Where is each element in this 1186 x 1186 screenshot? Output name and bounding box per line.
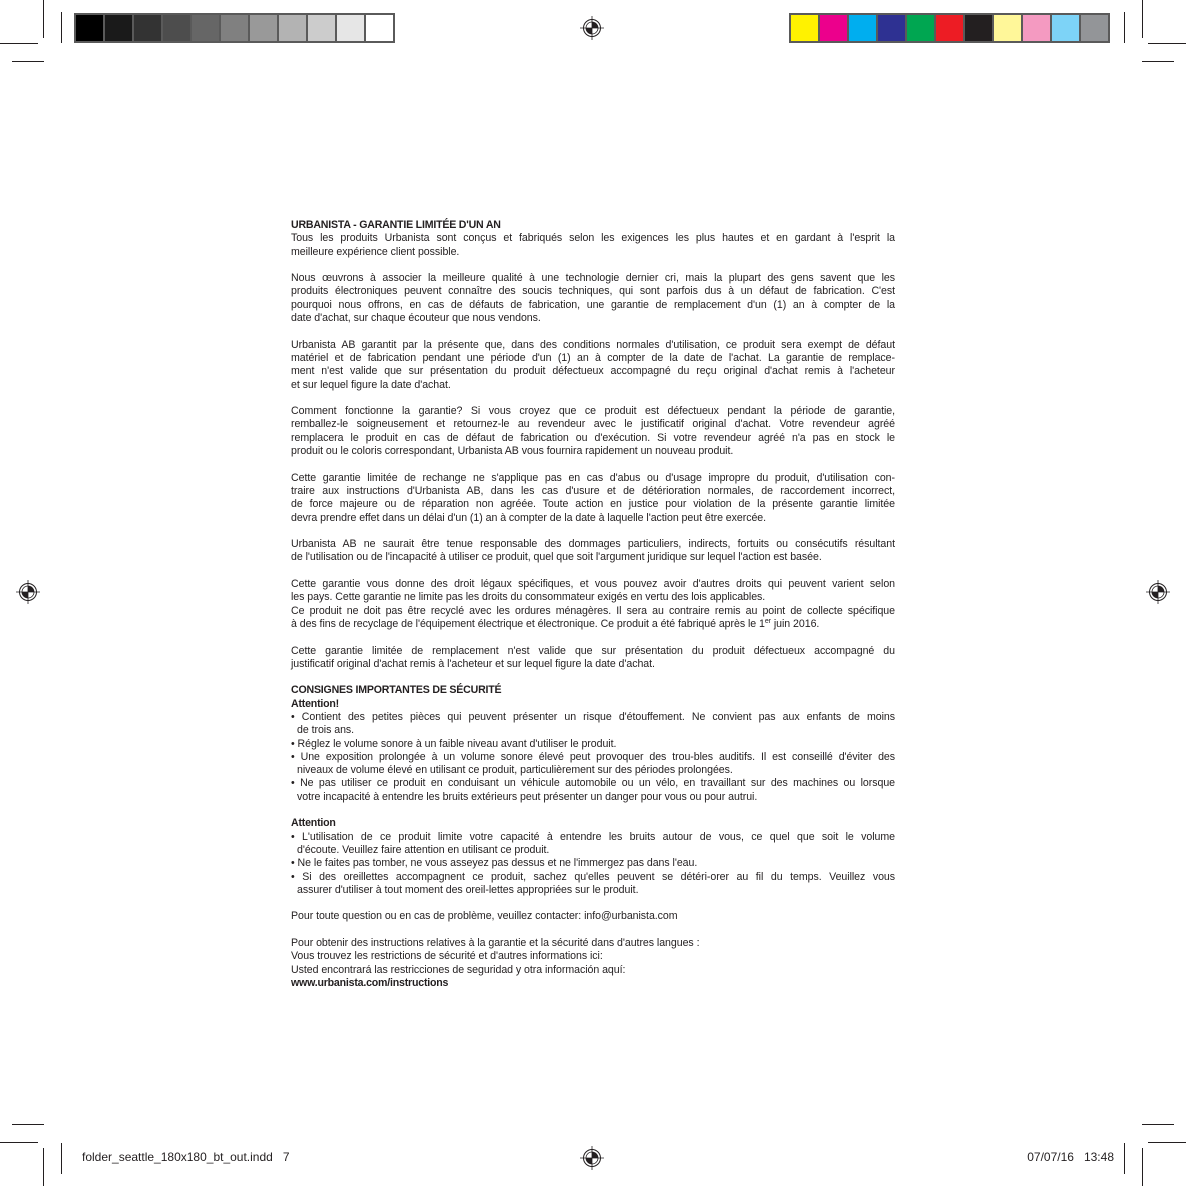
registration-mark-icon [1146,580,1170,604]
color-swatch [76,15,105,41]
text-line: assurer d'utiliser à tout moment des oreil-lettes appropriées sur le produit. [297,883,639,896]
paragraph [291,405,895,458]
text-line: produits électroniques peuvent connaître des soucis techniques, qui sont parfois dus à un défaut de fabrication. C'est [291,285,895,298]
color-swatch [994,15,1023,41]
section-heading [291,684,895,697]
color-swatch [1052,15,1081,41]
footer-datetime: 07/07/16 13:48 [1027,1150,1114,1164]
text-line: meilleure expérience client possible. [291,245,460,258]
color-swatch [878,15,907,41]
paragraph [291,578,895,605]
text-line: traire aux instructions d'Urbanista AB, dans les cas d'usure et de détérioration normales, de raccordement incorrect, [291,484,895,497]
paragraph [291,937,895,950]
spacer [291,525,895,538]
spacer [291,671,895,684]
text-line: Cette garantie vous donne des droit légaux spécifiques, et vous pouvez avoir d'autres droits qui peuvent varient selon [291,578,895,591]
text-segment: juin 2016. [770,617,820,630]
text-segment: à des fins de recyclage de l'équipement électrique et électronique. Ce produit a été fabriqué après le 1 [291,617,765,630]
text-line: • Ne pas utiliser ce produit en conduisant un véhicule automobile ou un vélo, en travaillant sur des machines ou lorsque [291,777,895,790]
paragraph [291,232,895,259]
text-line: de trois ans. [297,724,355,737]
text-line: de l'utilisation ou de l'incapacité à utiliser ce produit, quel que soit l'argument juridique sur lequel l'action est basée. [291,551,822,564]
bullet-item [291,738,895,751]
color-swatch [337,15,366,41]
text-line: date d'achat, sur chaque écouteur que nous vendons. [291,312,541,325]
text-line: Tous les produits Urbanista sont conçus et fabriqués selon les exigences les plus hautes et en gardant à l'esprit la [291,232,895,245]
bullet-item [291,751,895,778]
text-line: Pour obtenir des instructions relatives à la garantie et la sécurité dans d'autres langues : [291,937,700,950]
text-line: Urbanista AB ne saurait être tenue responsable des dommages particuliers, indirects, fortuits ou consécutifs résultant [291,538,895,551]
spacer [291,804,895,817]
color-swatch [1023,15,1052,41]
color-swatch [965,15,994,41]
text-line: remballez-le soigneusement et retournez-le au revendeur avec le justificatif original d'achat. Votre revendeur agréé [291,418,895,431]
spacer [291,565,895,578]
text-line: URBANISTA - GARANTIE LIMITÉE D'UN AN [291,219,501,231]
text-line: justificatif original d'achat remis à l'acheteur et sur lequel figure la date d'achat. [291,657,655,670]
text-line: les pays. Cette garantie ne limite pas les droits du consommateur exigés en vertu des lois applicables. [291,591,766,604]
spacer [291,631,895,644]
bullet-item [291,871,895,898]
text-line: pourquoi nous offrons, en cas de défauts de fabrication, une garantie de remplacement d'un (1) an à compter de la [291,298,895,311]
text-line: Urbanista AB garantit par la présente que, dans des conditions normales d'utilisation, ce produit sera exempt de défaut [291,338,895,351]
grayscale-color-bar [74,13,395,43]
color-swatch [936,15,965,41]
bullet-item [291,857,895,870]
color-swatch [907,15,936,41]
text-line: Usted encontrará las restricciones de seguridad y otra información aquí: [291,963,626,976]
text-line: • Ne le faites pas tomber, ne vous asseyez pas dessus et ne l'immergez pas dans l'eau. [291,857,698,870]
text-line: • L'utilisation de ce produit limite votre capacité à entendre les bruits autour de vous, ce quel que soit le volume [291,830,895,843]
color-swatch [279,15,308,41]
text-line: niveaux de volume élevé en utilisant ce produit, particulièrement sur des périodes prolongées. [297,764,733,777]
color-swatch [308,15,337,41]
paragraph [291,910,895,923]
text-line: • Une exposition prolongée à un volume sonore élevé peut provoquer des trou-bles auditifs. Il est conseillé d'éviter des [291,750,895,763]
bullet-item [291,711,895,738]
warranty-document [291,219,895,990]
color-swatch [820,15,849,41]
spacer [291,924,895,937]
text-line: Ce produit ne doit pas être recyclé avec les ordures ménagères. Il sera au contraire remis au point de collecte spécifique [291,604,895,617]
paragraph [291,272,895,325]
process-color-bar [789,13,1110,43]
text-line: Attention [291,817,336,830]
color-swatch [849,15,878,41]
paragraph [291,538,895,565]
text-line: Comment fonctionne la garantie? Si vous croyez que ce produit est défectueux pendant la période de garantie, [291,405,895,418]
color-swatch [105,15,134,41]
text-line: et sur lequel figure la date d'achat. [291,378,451,391]
text-line: • Contient des petites pièces qui peuvent présenter un risque d'étouffement. Ne convient pas aux enfants de moins [291,710,895,723]
color-swatch [791,15,820,41]
paragraph [291,605,895,632]
bullet-item [291,831,895,858]
text-line: Attention! [291,697,340,710]
spacer [291,458,895,471]
text-line: votre incapacité à entendre les bruits extérieurs peut présenter un danger pour vous ou pour autrui. [297,790,758,803]
text-line: • Réglez le volume sonore à un faible niveau avant d'utiliser le produit. [291,737,617,750]
spacer [291,392,895,405]
text-line: de force majeure ou de réparation non agréée. Toute action en justice pour violation de la présente garantie limitée [291,498,895,511]
text-line: remplacera le produit en cas de défaut de fabrication ou d'exécution. Si votre revendeur agréé n'a pas en stock le [291,431,895,444]
instructions-link[interactable] [291,977,895,990]
spacer [291,897,895,910]
paragraph [291,472,895,525]
color-swatch [192,15,221,41]
paragraph [291,964,895,977]
color-swatch [366,15,393,41]
color-swatch [134,15,163,41]
bullet-item [291,777,895,804]
text-line: Nous œuvrons à associer la meilleure qualité à une technologie dernier cri, mais la plupart des gens savent que les [291,272,895,285]
color-swatch [1081,15,1108,41]
spacer [291,259,895,272]
text-line: ment n'est valide que sur présentation du produit défectueux accompagné du reçu original d'achat remis à l'acheteur [291,365,895,378]
text-line: d'écoute. Veuillez faire attention en utilisant ce produit. [297,843,550,856]
registration-mark-icon [16,580,40,604]
footer-filename: folder_seattle_180x180_bt_out.indd 7 [82,1150,290,1164]
paragraph [291,645,895,672]
paragraph [291,950,895,963]
color-swatch [163,15,192,41]
text-line: CONSIGNES IMPORTANTES DE SÉCURITÉ [291,684,502,697]
text-line: devra prendre effet dans un délai d'un (1) an à compter de la date à laquelle l'action peut être exercée. [291,511,767,524]
section-heading [291,698,895,711]
text-line [291,618,895,631]
text-line: matériel et de fabrication pendant une période d'un (1) an à compter de la date de l'achat. La garantie de remplace- [291,351,895,364]
text-line: Cette garantie limitée de rechange ne s'applique pas en cas d'abus ou d'usage impropre du produit, d'utilisation con- [291,471,895,484]
color-swatch [221,15,250,41]
spacer [291,325,895,338]
registration-mark-icon [580,16,604,40]
text-line: produit ou le coloris correspondant, Urbanista AB vous fournira rapidement un nouveau produit. [291,445,734,458]
superscript: er [764,617,771,625]
section-heading [291,219,895,232]
text-line: www.urbanista.com/instructions [291,976,449,989]
text-line: Vous trouvez les restrictions de sécurité et d'autres informations ici: [291,950,603,963]
text-line: Pour toute question ou en cas de problème, veuillez contacter: info@urbanista.com [291,910,678,923]
section-heading [291,817,895,830]
text-line: Cette garantie limitée de remplacement n'est valide que sur présentation du produit défectueux accompagné du [291,644,895,657]
text-line: • Si des oreillettes accompagnent ce produit, sachez qu'elles peuvent se détéri-orer au fil du temps. Veuillez vous [291,870,895,883]
registration-mark-icon [580,1146,604,1170]
paragraph [291,339,895,392]
color-swatch [250,15,279,41]
